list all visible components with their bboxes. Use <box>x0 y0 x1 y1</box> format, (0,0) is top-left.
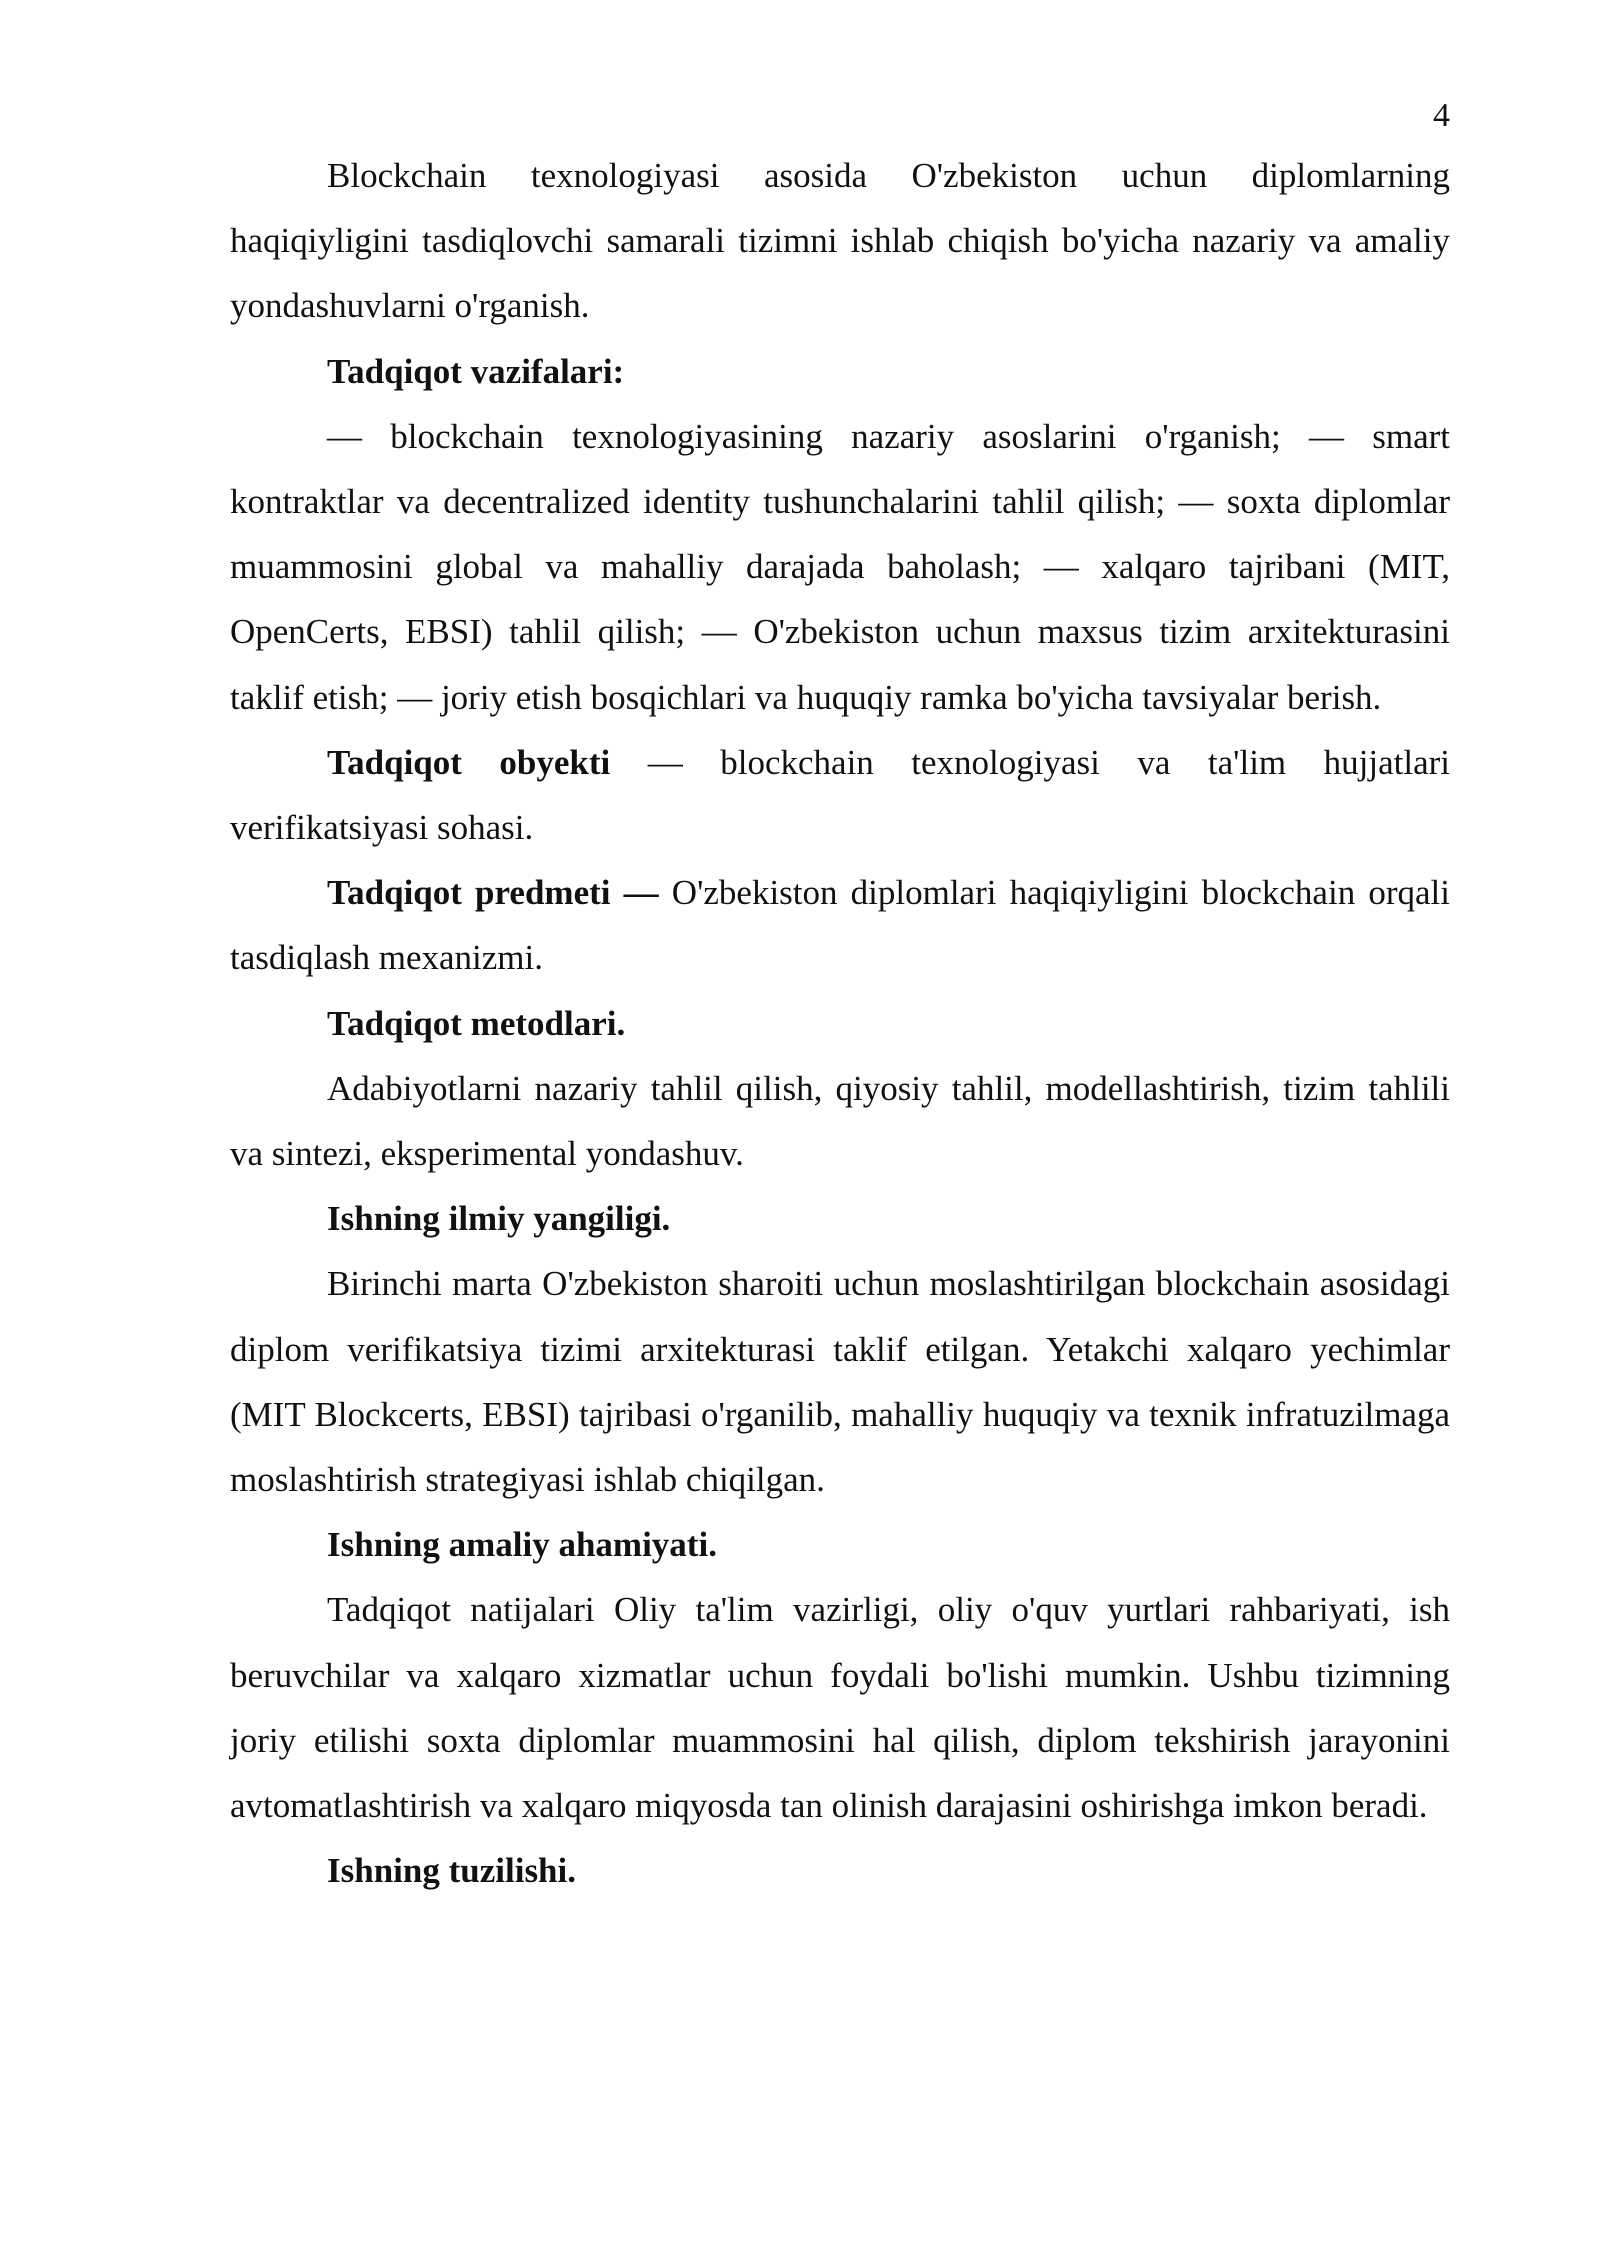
object-label: Tadqiqot obyekti <box>327 742 611 782</box>
novelty-heading: Ishning ilmiy yangiligi. <box>327 1199 671 1239</box>
practical-paragraph: Tadqiqot natijalari Oliy ta'lim vazirligi, oliy o'quv yurtlari rahbariyati, ish beruvchilar va xalqaro xizmatlar uchun foydali bo'lishi mumkin. Ushbu tizimning joriy etilishi soxta diplomlar muammosini hal qilish, diplom tekshirish jarayonini avtomatlashtirish va xalqaro miqyosda tan olinish darajasini oshirishga imkon beradi. <box>230 1590 1450 1826</box>
practical-heading: Ishning amaliy ahamiyati. <box>327 1525 717 1565</box>
document-body <box>230 143 1450 1903</box>
methods-paragraph: Adabiyotlarni nazariy tahlil qilish, qiyosiy tahlil, modellashtirish, tizim tahlili va sintezi, eksperimental yondashuv. <box>230 1068 1450 1174</box>
intro-paragraph: Blockchain texnologiyasi asosida O'zbekiston uchun diplomlarning haqiqiyligini tasdiqlovchi samarali tizimni ishlab chiqish bo'yicha nazariy va amaliy yondashuvlarni o'rganish. <box>230 156 1450 326</box>
structure-heading: Ishning tuzilishi. <box>327 1851 576 1891</box>
novelty-paragraph: Birinchi marta O'zbekiston sharoiti uchun moslashtirilgan blockchain asosidagi diplom verifikatsiya tizimi arxitekturasi taklif etilgan. Yetakchi xalqaro yechimlar (MIT Blockcerts, EBSI) tajribasi o'rganilib, mahalliy huquqiy va texnik infratuzilmaga moslashtirish strategiyasi ishlab chiqilgan. <box>230 1264 1450 1500</box>
subject-label: Tadqiqot predmeti — <box>327 873 659 913</box>
page-number: 4 <box>1433 97 1450 134</box>
subject-text: O'zbekiston diplomlari haqiqiyligini blockchain orqali tasdiqlash mexanizmi. <box>230 873 1450 978</box>
subject-paragraph <box>230 860 1450 990</box>
tasks-paragraph: — blockchain texnologiyasining nazariy asoslarini o'rganish; — smart kontraktlar va decentralized identity tushunchalarini tahlil qilish; — soxta diplomlar muammosini global va mahalliy darajada baholash; — xalqaro tajribani (MIT, OpenCerts, EBSI) tahlil qilish; — O'zbekiston uchun maxsus tizim arxitekturasini taklif etish; — joriy etish bosqichlari va huquqiy ramka bo'yicha tavsiyalar berish. <box>230 416 1450 717</box>
methods-heading: Tadqiqot metodlari. <box>327 1003 626 1043</box>
object-text: — blockchain texnologiyasi va ta'lim hujjatlari verifikatsiyasi sohasi. <box>230 742 1450 848</box>
tasks-heading: Tadqiqot vazifalari: <box>327 351 625 391</box>
object-paragraph <box>230 730 1450 860</box>
